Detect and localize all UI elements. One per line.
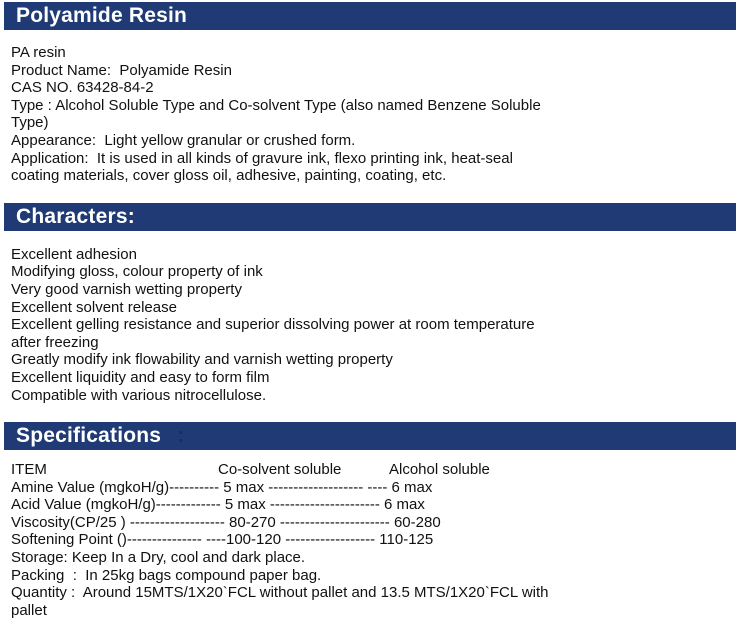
spec-fill: ------------------- ---- (264, 478, 392, 496)
spec-fill: ---------------------- (265, 496, 384, 514)
spec-fill: --------------- ---- (126, 531, 226, 549)
product-sheet (0, 2, 750, 619)
spec-value-alcohol: 60-280 (393, 513, 441, 531)
character-line: Modifying gloss, colour property of ink (11, 263, 263, 281)
spec-row-acid-value (11, 496, 740, 514)
character-line: Excellent solvent release (11, 298, 177, 316)
spec-fill: ------------------ (281, 531, 380, 549)
spec-row-softening-point (11, 531, 740, 549)
spec-item-label: Amine Value (mgkoH/g) (11, 478, 170, 496)
quantity-line-cont: pallet (11, 601, 47, 619)
character-line: Very good varnish wetting property (11, 280, 242, 298)
spec-value-cosolvent: 5 max (223, 478, 265, 496)
spec-fill: ------------------- (125, 513, 230, 531)
intro-line-type-cont: Type) (11, 114, 49, 132)
character-line: Compatible with various nitrocellulose. (11, 386, 267, 404)
spec-item-label: Softening Point () (11, 531, 127, 549)
spec-value-cosolvent: 80-270 (229, 513, 276, 531)
specifications-section-bar (4, 422, 736, 450)
characters-heading: Characters: (16, 204, 135, 228)
specifications-content (11, 461, 740, 619)
spec-value-cosolvent: 100-120 (225, 531, 282, 549)
spec-fill: ---------------------- (275, 513, 394, 531)
packing-line: Packing : In 25kg bags compound paper bag. (11, 566, 322, 584)
character-line: after freezing (11, 333, 99, 351)
intro-line-pa-resin: PA resin (11, 44, 66, 61)
intro-line-type: Type : Alcohol Soluble Type and Co-solvent Type (also named Benzene Soluble (11, 96, 541, 114)
spec-item-label: Viscosity(CP/25 ) (11, 513, 126, 531)
intro-line-cas-no: CAS NO. 63428-84-2 (11, 79, 154, 97)
character-line: Excellent gelling resistance and superior dissolving power at room temperature (11, 316, 535, 334)
title-bar (4, 2, 736, 30)
characters-list (11, 246, 740, 404)
spec-value-alcohol: 6 max (391, 478, 433, 496)
specifications-heading-colon: : (177, 424, 185, 448)
product-overview (11, 44, 740, 185)
spec-value-cosolvent: 5 max (224, 496, 266, 514)
intro-line-application-cont: coating materials, cover gloss oil, adhesive, painting, coating, etc. (11, 167, 447, 185)
quantity-line: Quantity : Around 15MTS/1X20`FCL without pallet and 13.5 MTS/1X20`FCL with (11, 584, 549, 602)
spec-column-alcohol: Alcohol soluble (389, 461, 490, 479)
spec-row-amine-value (11, 479, 740, 497)
specifications-heading: Specifications (16, 424, 162, 448)
intro-line-application: Application: It is used in all kinds of gravure ink, flexo printing ink, heat-seal (11, 149, 513, 167)
intro-line-appearance: Appearance: Light yellow granular or crushed form. (11, 131, 356, 149)
storage-line: Storage: Keep In a Dry, cool and dark place. (11, 549, 306, 567)
spec-item-label: Acid Value (mgkoH/g) (11, 496, 156, 514)
spec-value-alcohol: 6 max (383, 496, 425, 514)
spec-fill: ------------- (155, 496, 225, 514)
spec-column-cosolvent: Co-solvent soluble (218, 461, 342, 479)
page-title: Polyamide Resin (16, 4, 188, 27)
character-line: Excellent adhesion (11, 245, 137, 263)
spec-table-header (11, 461, 740, 479)
spec-fill: ---------- (169, 478, 224, 496)
spec-column-item: ITEM (11, 461, 47, 479)
spec-value-alcohol: 110-125 (379, 531, 434, 549)
character-line: Greatly modify ink flowability and varnish wetting property (11, 351, 393, 369)
intro-line-product-name: Product Name: Polyamide Resin (11, 61, 232, 79)
spec-row-viscosity (11, 514, 740, 532)
character-line: Excellent liquidity and easy to form film (11, 368, 270, 386)
characters-section-bar (4, 203, 736, 231)
